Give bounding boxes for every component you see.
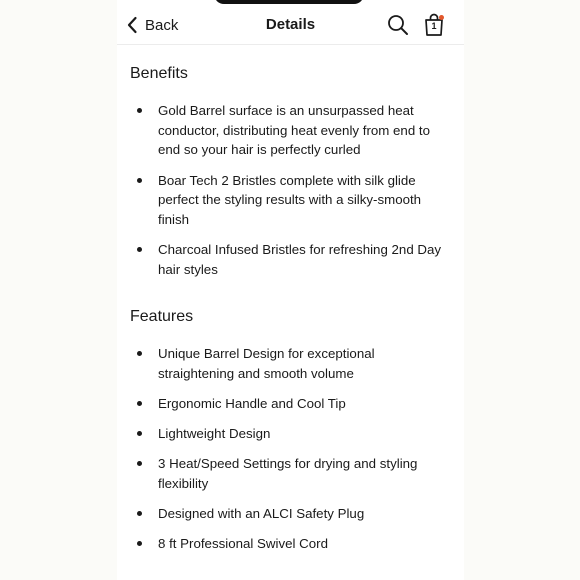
bag-count-badge: 1	[431, 21, 437, 31]
bullet	[137, 511, 142, 516]
page-title: Details	[265, 16, 316, 33]
bullet	[137, 401, 142, 406]
features-heading: Features	[130, 308, 194, 325]
bullet	[137, 351, 142, 356]
bullet	[137, 541, 142, 546]
list-item: Unique Barrel Design for exceptional straightening and smooth volume	[117, 344, 464, 383]
notification-dot	[439, 15, 444, 20]
back-label: Back	[145, 16, 179, 34]
bullet	[137, 178, 142, 183]
search-button[interactable]	[387, 14, 409, 36]
benefits-heading: Benefits	[130, 65, 188, 82]
list-item: Boar Tech 2 Bristles complete with silk glide perfect the styling results with a silky-smooth finish	[117, 171, 464, 230]
details-page	[117, 0, 464, 580]
list-item: 8 ft Professional Swivel Cord	[117, 534, 464, 554]
shopping-bag-button[interactable]	[423, 13, 445, 37]
chevron-left-icon	[126, 16, 138, 34]
list-item: Gold Barrel surface is an unsurpassed heat conductor, distributing heat evenly from end to end so your hair is perfectly curled	[117, 101, 464, 160]
list-item: Designed with an ALCI Safety Plug	[117, 504, 464, 524]
bullet	[137, 431, 142, 436]
bullet	[137, 108, 142, 113]
list-item: Lightweight Design	[117, 424, 464, 444]
bullet	[137, 461, 142, 466]
benefits-list	[117, 101, 464, 280]
list-item: Ergonomic Handle and Cool Tip	[117, 394, 464, 414]
list-item: Charcoal Infused Bristles for refreshing 2nd Day hair styles	[117, 240, 464, 279]
navigation-bar	[117, 0, 464, 45]
list-item: 3 Heat/Speed Settings for drying and styling flexibility	[117, 454, 464, 493]
back-button[interactable]	[126, 13, 178, 37]
features-list	[117, 344, 464, 554]
search-icon	[387, 14, 409, 36]
bullet	[137, 247, 142, 252]
